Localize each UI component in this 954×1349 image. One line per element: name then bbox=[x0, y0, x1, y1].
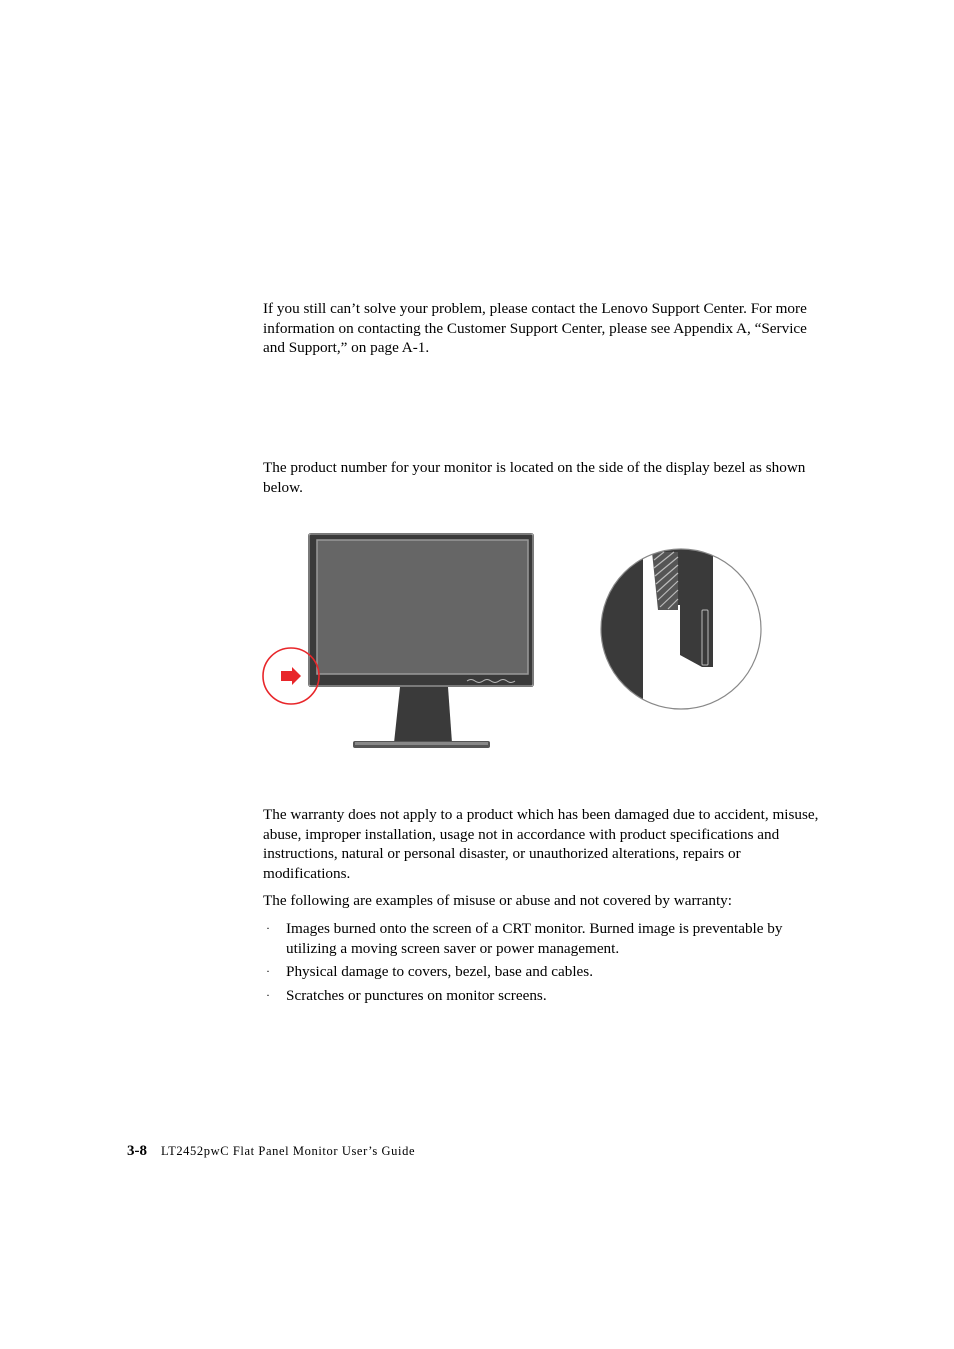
monitor-figure bbox=[262, 530, 767, 760]
monitor-screen bbox=[317, 540, 528, 674]
page-footer bbox=[127, 1143, 415, 1160]
list-item bbox=[263, 986, 828, 1006]
bezel-detail-zoom bbox=[601, 549, 761, 709]
right-arrow-icon bbox=[281, 667, 301, 685]
bullet-mark: · bbox=[266, 964, 270, 978]
misuse-examples-list bbox=[263, 919, 828, 1009]
guide-title: LT2452pwC Flat Panel Monitor User’s Guide bbox=[161, 1144, 416, 1158]
support-paragraph: If you still can’t solve your problem, please contact the Lenovo Support Center. For more information on contacting the Customer Support Center, please see Appendix A, “Service and Support,” on page A-1. bbox=[263, 300, 807, 356]
examples-intro: The following are examples of misuse or abuse and not covered by warranty: bbox=[263, 892, 732, 909]
bullet-mark: · bbox=[266, 921, 270, 935]
list-item bbox=[263, 962, 828, 982]
list-item-text: Scratches or punctures on monitor screens. bbox=[286, 986, 547, 1004]
bullet-mark: · bbox=[266, 987, 270, 1002]
product-number-paragraph: The product number for your monitor is located on the side of the display bezel as shown below. bbox=[263, 459, 806, 496]
page-number: 3-8 bbox=[127, 1143, 147, 1159]
warranty-paragraph: The warranty does not apply to a product which has been damaged due to accident, misuse, abuse, improper installation, usage not in accordance with product specifications and instructions, natural or personal disaster, or unauthorized alterations, repairs or modifications. bbox=[263, 806, 819, 882]
monitor-stand-neck bbox=[394, 687, 452, 743]
list-item-text: Physical damage to covers, bezel, base and cables. bbox=[286, 963, 594, 980]
list-item bbox=[263, 919, 828, 958]
list-item-text: Images burned onto the screen of a CRT monitor. Burned image is preventable by utilizing a moving screen saver or power management. bbox=[286, 920, 783, 957]
